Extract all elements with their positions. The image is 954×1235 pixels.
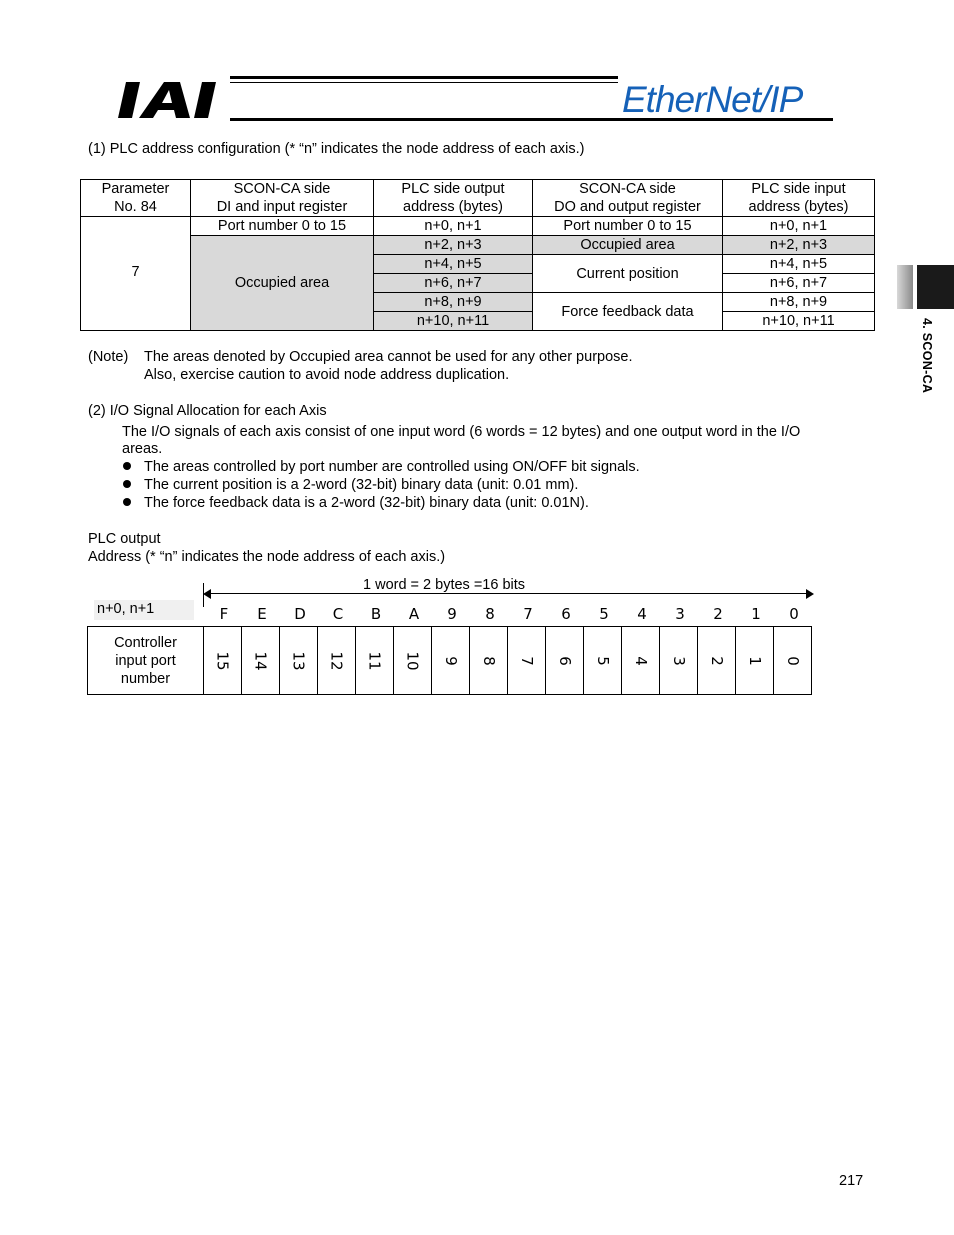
bit-cell: 4 (622, 627, 660, 695)
side-tab-block (917, 265, 954, 309)
span-arrow-line (205, 593, 812, 594)
hex-label: 5 (599, 605, 609, 623)
header-plc-input: PLC side input address (bytes) (723, 180, 875, 217)
bullet-text: The areas controlled by port number are controlled using ON/OFF bit signals. (144, 459, 640, 475)
header-parameter: Parameter No. 84 (81, 180, 191, 217)
hex-label: 6 (561, 605, 571, 623)
hex-label: E (257, 605, 267, 623)
di-occupied: Occupied area (191, 236, 374, 331)
bullet-icon (123, 480, 131, 488)
bit-cell: 14 (242, 627, 280, 695)
hex-label: D (294, 605, 306, 623)
bullet-icon (123, 498, 131, 506)
do-occupied: Occupied area (533, 236, 723, 255)
hex-label: 4 (637, 605, 647, 623)
plc-in-cell: n+10, n+11 (723, 312, 875, 331)
bit-cell: 3 (660, 627, 698, 695)
hex-label: 3 (675, 605, 685, 623)
side-tab-gradient (897, 265, 913, 309)
plc-out-cell: n+6, n+7 (374, 274, 533, 293)
bit-cell: 6 (546, 627, 584, 695)
header-rule (230, 82, 618, 83)
bullet-icon (123, 462, 131, 470)
side-tab-text: 4. SCON-CA (920, 318, 934, 394)
do-port: Port number 0 to 15 (533, 217, 723, 236)
plc-out-cell: n+2, n+3 (374, 236, 533, 255)
section1-title: (1) PLC address configuration (* “n” indicates the node address of each axis.) (88, 141, 585, 157)
brand-title: EtherNet/IP (622, 79, 803, 120)
bit-cell: 7 (508, 627, 546, 695)
header-rule (230, 76, 618, 79)
table-row (88, 627, 812, 695)
di-port: Port number 0 to 15 (191, 217, 374, 236)
plc-out-cell: n+10, n+11 (374, 312, 533, 331)
hex-label: 0 (789, 605, 799, 623)
config-table (80, 179, 875, 331)
plc-out-cell: n+8, n+9 (374, 293, 533, 312)
bit-cell: 2 (698, 627, 736, 695)
bit-cell: 1 (736, 627, 774, 695)
address-label: n+0, n+1 (97, 601, 155, 617)
bit-cell: 12 (318, 627, 356, 695)
bit-cell: 10 (394, 627, 432, 695)
config-header-row (81, 180, 875, 217)
plc-out-cell: n+0, n+1 (374, 217, 533, 236)
bit-cell: 9 (432, 627, 470, 695)
side-tab-label (920, 318, 936, 418)
word-size-label: 1 word = 2 bytes =16 bits (363, 577, 526, 593)
hex-label: F (219, 605, 229, 623)
bit-cell: 8 (470, 627, 508, 695)
plc-in-cell: n+0, n+1 (723, 217, 875, 236)
section2-paragraph: areas. (122, 441, 163, 457)
bit-cell: 13 (280, 627, 318, 695)
plc-in-cell: n+8, n+9 (723, 293, 875, 312)
iai-logo (118, 76, 230, 124)
bit-cell: 5 (584, 627, 622, 695)
plc-out-cell: n+4, n+5 (374, 255, 533, 274)
hex-label: C (332, 605, 344, 623)
page-number: 217 (839, 1173, 864, 1189)
bullet-text: The force feedback data is a 2-word (32-bit) binary data (unit: 0.01N). (144, 495, 589, 511)
plc-in-cell: n+2, n+3 (723, 236, 875, 255)
arrow-left-icon (203, 589, 211, 599)
do-force-feedback: Force feedback data (533, 293, 723, 331)
bit-allocation-table (87, 626, 812, 695)
hex-label: B (370, 605, 382, 623)
plc-in-cell: n+4, n+5 (723, 255, 875, 274)
table-row (81, 236, 875, 255)
header-do: SCON-CA side DO and output register (533, 180, 723, 217)
note-line: Also, exercise caution to avoid node address duplication. (144, 367, 510, 383)
hex-label: 2 (713, 605, 723, 623)
plc-in-cell: n+6, n+7 (723, 274, 875, 293)
plc-output-subtitle: Address (* “n” indicates the node address of each axis.) (88, 549, 446, 565)
header-plc-output: PLC side output address (bytes) (374, 180, 533, 217)
bit-cell: 0 (774, 627, 812, 695)
do-current-position: Current position (533, 255, 723, 293)
plc-output-title: PLC output (88, 531, 161, 547)
hex-label: 8 (485, 605, 495, 623)
header-di: SCON-CA side DI and input register (191, 180, 374, 217)
row-label: Controller input port number (88, 627, 204, 695)
bit-cell: 15 (204, 627, 242, 695)
hex-label: A (408, 605, 420, 623)
bullet-text: The current position is a 2-word (32-bit) binary data (unit: 0.01 mm). (144, 477, 579, 493)
arrow-right-icon (806, 589, 814, 599)
bit-cell: 11 (356, 627, 394, 695)
section2-paragraph: The I/O signals of each axis consist of one input word (6 words = 12 bytes) and one output word in the I/O (122, 424, 801, 440)
note-label: (Note) (88, 349, 129, 365)
note-line: The areas denoted by Occupied area cannot be used for any other purpose. (144, 349, 633, 365)
table-row (81, 217, 875, 236)
hex-label: 9 (447, 605, 457, 623)
section2-title: (2) I/O Signal Allocation for each Axis (88, 403, 327, 419)
param-value: 7 (81, 217, 191, 331)
hex-label: 1 (751, 605, 761, 623)
hex-label: 7 (523, 605, 533, 623)
